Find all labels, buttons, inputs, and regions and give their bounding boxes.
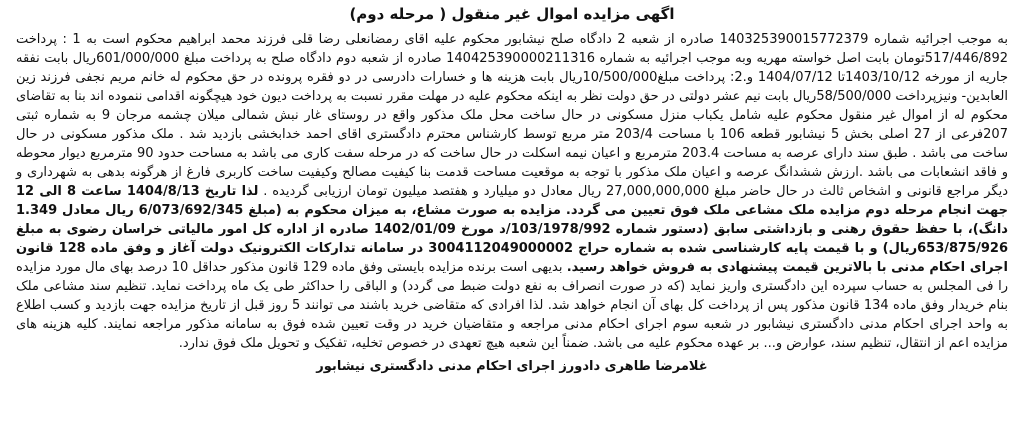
notice-title: اگهی مزایده اموال غیر منقول ( مرحله دوم) — [349, 5, 675, 23]
signature-role: اجرای احکام مدنی دادگستری نیشابور — [316, 359, 555, 374]
notice-paragraph-auction-terms: لذا تاریخ 1404/8/13 ساعت 8 الی 12 جهت انجام مرحله دوم مزایده ملک مشاعی ملک فوق تعیین می گردد. مزایده به صورت مشاع، به میزان محکوم به (مبلغ 6/073/692/345 ریال معادل 1.349 دانگ)، با حفظ حقوق رهنی و بازداشتی سابق (دستور شماره 103/1978/992/د مورخ 1402/01/09 صادره از اداره کل امور مالیاتی خراسان رضوی به مبلغ 653/875/926ریال) و با قیمت پایه کارشناسی شده به شماره حراج 3004112049000002 در سامانه تدارکات الکترونیک دولت آغاز و وفق ماده 128 قانون اجرای احکام مدنی با بالاترین قیمت پیشنهادی به فروش خواهد رسید. — [16, 184, 1009, 275]
notice-paragraph-main: به موجب اجرائیه شماره 140325390015772379 صادره از شعبه 2 دادگاه صلح نیشابور محکوم علیه اقای رمضانعلی رضا قلی فرزند محمد ابراهیم محکوم است به 1 : پرداخت 517/446/892تومان بابت اصل خواسته مهریه وبه موجب اجرائیه به شماره 140425390000211316 صادره از شعبه دوم دادگاه صلح به پرداخت مبلغ 601/000/000ریال بابت نفقه جاریه از مورخه 1403/10/12تا 1404/07/12 و.2: پرداخت مبلغ10/500/000ریال بابت هزینه ها و خسارات دادرسی در دو فقره پرونده در حق محکوم له خانم مریم نجفی فرزند زین العابدین- ونیزپرداخت 58/500/000ریال بابت نیم عشر دولتی در حق دولت نظر به اینکه محکوم علیه در مهلت مقرر نسبت به پرداخت دیون خود هیچگونه اقدامی ننموده اند بنا به تقاضای محکوم له از اموال غیر منقول محکوم علیه شامل یکباب منزل مسکونی در حال ساخت محل ملک مذکور واقع در روستای غار نبش شمالی میلان چشمه مرجان 9 به شماره ثبتی 207فرعی از 27 اصلی بخش 5 نیشابور قطعه 106 با مساحت 203/4 متر مربع توسط کارشناس محترم دادگستری اقای احمد خدابخشی بازدید شد . ملک مذکور مسکونی در حال ساخت می باشد . طبق سند دارای عرصه به مساحت 203.4 مترمربع و اعیان نیمه اسکلت در حال ساخت که در مرحله سفت کاری می باشد به مساحت حدود 90 مترمربع دیوار محوطه و فاقد انشعابات می باشد .ارزش ششدانگ عرصه و اعیان ملک مذکور با توجه به موقعیت مساحت قدمت بنا کیفیت مصالح وکیفیت ساخت کاربری فارغ از هرگونه بدهی به شهرداری و دیگر مراجع قانونی و اشخاص ثالث در حال حاضر مبلغ 27,000,000,000 ریال معادل دو میلیارد و هفتصد میلیون تومان ارزیابی گردیده . — [16, 32, 1009, 199]
notice-signature — [16, 357, 1008, 377]
signature-name: غلامرضا طاهری دادورز — [559, 359, 708, 374]
notice-body — [16, 30, 1008, 353]
notice-paragraph-conditions: بدیهی است برنده مزایده بایستی وفق ماده 129 قانون مذکور حداقل 10 درصد بهای مال مورد مزایده را فی المجلس به حساب سپرده این دادگستری واریز نماید (که در صورت انصراف به نفع دولت ضبط می گردد) و الباقی را حداکثر طی یک ماه پرداخت نماید. تنظیم سند مشاعی ملک بنام خریدار وفق ماده 134 قانون مذکور پس از پرداخت کل بهای آن انجام خواهد شد. لذا افرادی که متقاضی خرید باشند می توانند 5 روز قبل از تاریخ مزایده جهت بازدید و کسب اطلاع به واحد اجرای احکام مدنی دادگستری نیشابور در شعبه سوم اجرای احکام مدنی مراجعه و متقاضیان خرید در وقت تعیین شده فوق به سامانه مذکور مراجعه نمایند. کلیه هزینه های مزایده اعم از انتقال، تنظیم سند، عوارض و... بر عهده محکوم علیه می باشد. ضمناً این شعبه هیچ تعهدی در خصوص تخلیه، تفکیک و تحویل ملک فوق ندارد. — [16, 260, 1008, 351]
